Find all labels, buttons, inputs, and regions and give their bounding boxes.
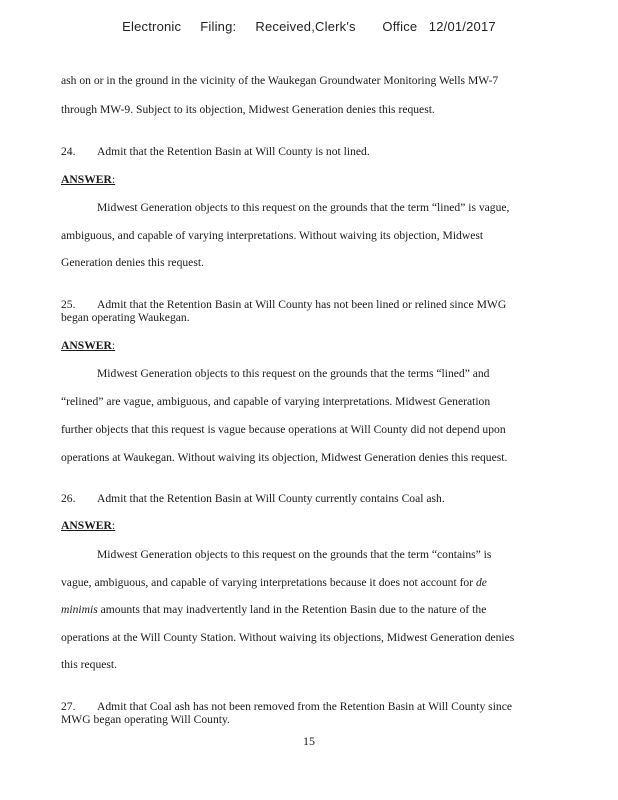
answer-heading: ANSWER: [61,519,116,532]
request-text: Admit that the Retention Basin at Will County has not been lined or relined since MWG [97,298,507,311]
request-text: began operating Waukegan. [61,311,190,324]
answer-line: Midwest Generation objects to this request on the grounds that the term “lined” is vague, [97,201,510,214]
answer-line: Generation denies this request. [61,256,204,269]
request-number: 27. [61,700,76,713]
answer-line: vague, ambiguous, and capable of varying interpretations because it does not account for de [61,576,487,589]
answer-line: this request. [61,658,118,671]
page-number: 15 [303,734,315,748]
answer-heading: ANSWER: [61,339,116,352]
answer-line: Midwest Generation objects to this request on the grounds that the term “contains” is [97,548,492,561]
request-number: 25. [61,298,76,311]
filing-header: Electronic Filing: Received,Clerk's Office 12/01/2017 [122,19,496,34]
answer-line: operations at Waukegan. Without waiving its objection, Midwest Generation denies this request. [61,451,508,464]
answer-line: Midwest Generation objects to this request on the grounds that the terms “lined” and [97,367,490,380]
answer-line: operations at the Will County Station. Without waiving its objections, Midwest Generation denies [61,631,515,644]
answer-line: ambiguous, and capable of varying interpretations. Without waiving its objection, Midwest [61,229,484,242]
request-number: 26. [61,492,76,505]
body-line: ash on or in the ground in the vicinity of the Waukegan Groundwater Monitoring Wells MW-7 [61,74,499,87]
request-number: 24. [61,145,76,158]
request-text: Admit that the Retention Basin at Will County currently contains Coal ash. [97,492,445,505]
body-line: through MW-9. Subject to its objection, Midwest Generation denies this request. [61,103,435,116]
request-text: Admit that the Retention Basin at Will County is not lined. [97,145,370,158]
answer-line: further objects that this request is vague because operations at Will County did not depend upon [61,423,506,436]
request-text: Admit that Coal ash has not been removed from the Retention Basin at Will County since [97,700,513,713]
answer-heading: ANSWER: [61,173,116,186]
answer-line: “relined” are vague, ambiguous, and capable of varying interpretations. Midwest Generation [61,395,491,408]
answer-line: minimis amounts that may inadvertently land in the Retention Basin due to the nature of the [61,603,487,616]
request-text: MWG began operating Will County. [61,713,230,726]
